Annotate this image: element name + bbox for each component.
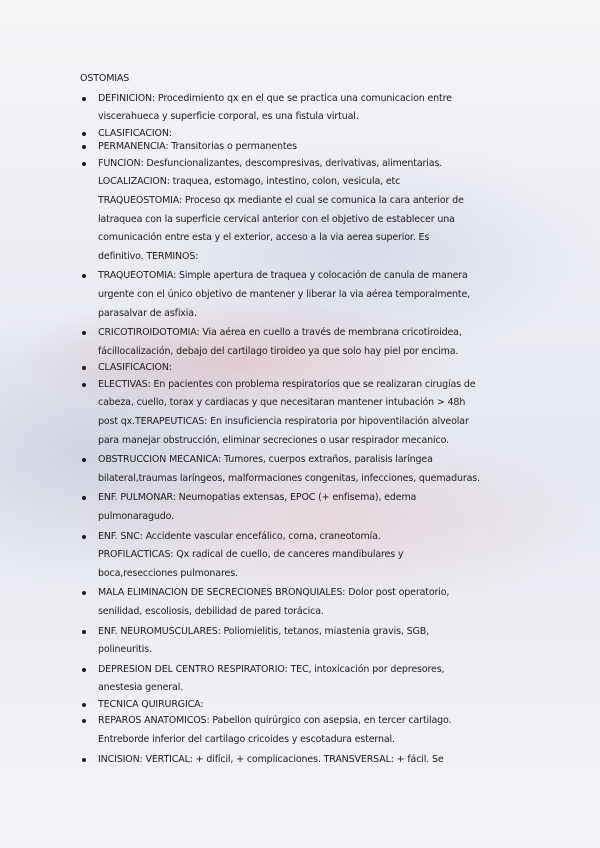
list-item [80, 90, 510, 127]
document-body [80, 70, 510, 770]
bullet-icon [82, 145, 86, 149]
item-line: boca,resecciones pulmonares. [98, 567, 238, 579]
item-line: ENF. NEUROMUSCULARES: Poliomielitis, tetanos, miastenia gravis, SGB, [98, 625, 429, 637]
item-line: ENF. PULMONAR: Neumopatias extensas, EPOC (+ enfisema), edema [98, 492, 417, 504]
item-line: Entreborde inferior del cartilago cricoides y escotadura esternal. [98, 734, 395, 745]
list-item [80, 661, 510, 698]
item-line: para manejar obstrucción, eliminar secreciones o usar respirador mecanico. [98, 434, 449, 446]
list-item [80, 376, 510, 450]
bullet-icon [82, 758, 86, 762]
item-line: definitivo. TERMINOS: [98, 250, 199, 262]
item-line: OBSTRUCCION MECANICA: Tumores, cuerpos extraños, paralisis laríngea [98, 454, 433, 466]
item-line: TRAQUEOTOMIA: Simple apertura de traquea y colocación de canula de manera [98, 270, 468, 282]
bullet-icon [82, 162, 86, 166]
item-line: FUNCION: Desfuncionalizantes, descompresivas, derivativas, alimentarias. [98, 157, 443, 169]
item-line: DEFINICION: Procedimiento qx en el que se practica una comunicacion entre [98, 92, 452, 104]
item-line: anestesia general. [98, 682, 184, 694]
item-line: post qx.TERAPEUTICAS: En insuficiencia respiratoria por hipoventilación alveolar [98, 416, 469, 427]
list-item [80, 623, 510, 660]
bullet-icon [82, 496, 86, 500]
bullet-list [80, 90, 510, 770]
item-line: LOCALIZACION: traquea, estomago, intestino, colon, vesicula, etc [98, 176, 401, 188]
item-line: polineuritis. [98, 644, 152, 656]
bullet-icon [82, 719, 86, 723]
bullet-icon [82, 668, 86, 672]
list-item [80, 528, 510, 584]
bullet-icon [82, 535, 86, 539]
list-item [80, 712, 510, 749]
bullet-icon [82, 132, 86, 136]
item-line: INCISION: VERTICAL: + difícil, + complicaciones. TRANSVERSAL: + fácil. Se [98, 753, 444, 765]
item-line: pulmonaragudo. [98, 510, 174, 522]
item-line: parasalvar de asfixia. [98, 307, 197, 319]
list-item [80, 324, 510, 361]
list-item [80, 362, 510, 375]
item-line: viscerahueca y superficie corporal, es una fistula virtual. [98, 111, 359, 123]
list-item [80, 489, 510, 526]
document-title: OSTOMIAS [80, 73, 130, 84]
item-line: CRICOTIROIDOTOMIA: Via aérea en cuello a través de membrana cricotiroidea, [98, 327, 462, 339]
item-line: PROFILACTICAS: Qx radical de cuello, de canceres mandibulares y [98, 549, 404, 561]
bullet-icon [82, 591, 86, 595]
item-line: latraquea con la superficie cervical anterior con el objetivo de establecer una [98, 213, 455, 225]
item-line: ELECTIVAS: En pacientes con problema respiratorios que se realizaran cirugías de [98, 378, 476, 390]
item-line: TECNICA QUIRURGICA: [98, 698, 204, 710]
item-line: PERMANENCIA: Transitorias o permanentes [98, 141, 297, 153]
bullet-icon [82, 458, 86, 462]
item-line: cabeza, cuello, torax y cardiacas y que necesitaran mantener intubación > 48h [98, 397, 466, 409]
item-line: DEPRESION DEL CENTRO RESPIRATORIO: TEC, intoxicación por depresores, [98, 663, 445, 675]
list-item [80, 155, 510, 267]
item-line: TRAQUEOSTOMIA: Proceso qx mediante el cual se comunica la cara anterior de [98, 194, 464, 206]
item-line: CLASIFICACION: [98, 362, 172, 374]
bullet-icon [82, 274, 86, 278]
list-item [80, 699, 510, 712]
item-line: urgente con el único objetivo de mantener y liberar la via aérea temporalmente, [98, 288, 471, 300]
list-item [80, 141, 510, 154]
bullet-icon [82, 703, 86, 707]
item-line: CLASIFICACION: [98, 127, 172, 139]
item-line: MALA ELIMINACION DE SECRECIONES BRONQUIALES: Dolor post operatorio, [98, 587, 450, 599]
bullet-icon [82, 366, 86, 370]
bullet-icon [82, 97, 86, 101]
list-item [80, 451, 510, 488]
item-line: bilateral,traumas laríngeos, malformaciones congenitas, infecciones, quemaduras. [98, 472, 480, 484]
list-item [80, 584, 510, 621]
item-line: fácillocalización, debajo del cartilago tiroideo ya que solo hay piel por encima. [98, 345, 459, 357]
item-line: senilidad, escoliosis, debilidad de pared torácica. [98, 605, 324, 617]
list-item [80, 267, 510, 323]
item-line: ENF. SNC: Accidente vascular encefálico, coma, craneotomía. [98, 530, 381, 542]
bullet-icon [82, 331, 86, 335]
item-line: REPAROS ANATOMICOS: Pabellon quirúrgico con asepsia, en tercer cartilago. [98, 715, 452, 727]
item-line: comunicación entre esta y el exterior, acceso a la via aerea superior. Es [98, 232, 430, 244]
bullet-icon [82, 383, 86, 387]
list-item [80, 128, 510, 141]
bullet-icon [82, 630, 86, 634]
list-item [80, 751, 510, 770]
